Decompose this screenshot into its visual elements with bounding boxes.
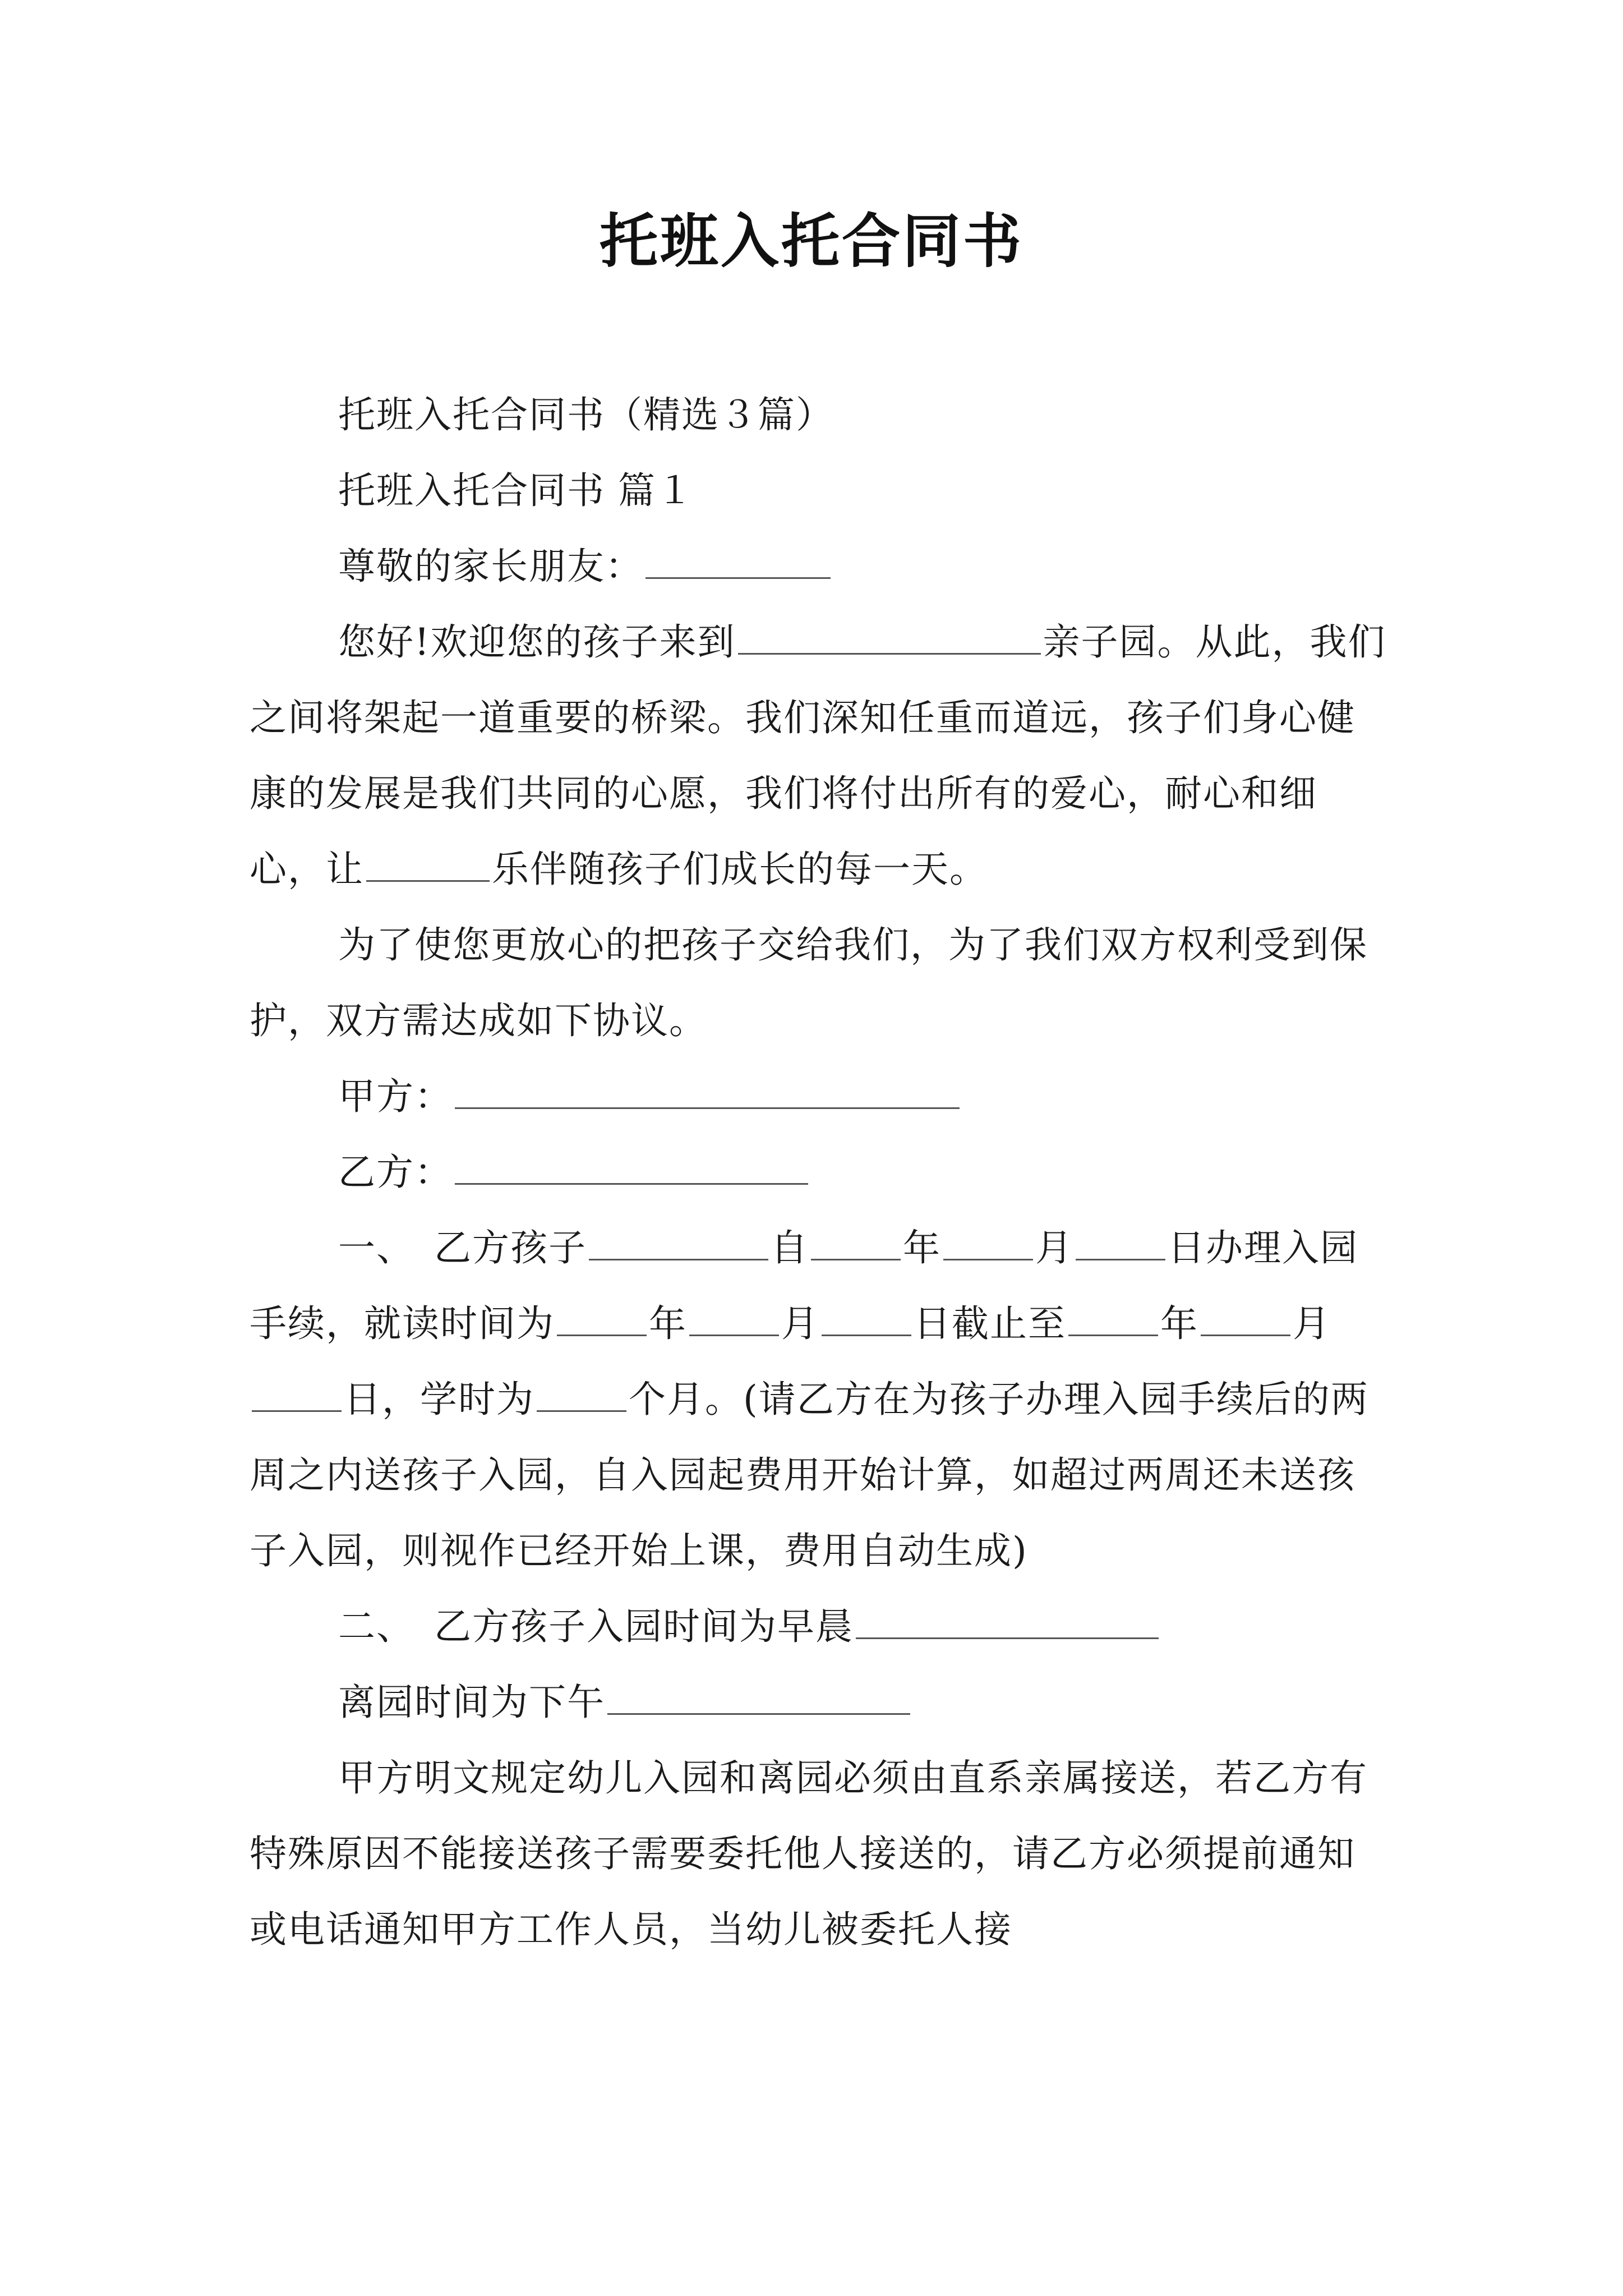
clause1-text: 日截止至 — [914, 1302, 1066, 1345]
clause1-text: 年 — [903, 1226, 941, 1269]
clause1-text: 月 — [781, 1302, 819, 1345]
clause1-text: 月 — [1293, 1302, 1331, 1345]
clause1-text: 月 — [1035, 1226, 1073, 1269]
welcome-text-a: 您好!欢迎您的孩子来到 — [338, 620, 736, 664]
blank-period-month — [689, 1297, 779, 1336]
clause-2-arrival — [250, 1589, 1388, 1664]
party-b-label: 乙方： — [338, 1151, 453, 1194]
party-a-label: 甲方： — [338, 1075, 453, 1118]
purpose-paragraph: 为了使您更放心的把孩子交给我们，为了我们双方权利受到保护，双方需达成如下协议。 — [250, 923, 1368, 1042]
blank-start-month — [943, 1222, 1033, 1260]
blank-party-a — [455, 1070, 960, 1109]
subtitle: 托班入托合同书（精选３篇） — [338, 393, 834, 436]
clause1-text: 个月。(请乙方在为孩子办理入园手续后的两周之内送孩子入园，自入园起费用开始计算，如超过两周还未送孩子入园，则视作已经开始上课，费用自动生成) — [250, 1378, 1369, 1572]
welcome-text-b: 亲子园。从此，我们之间将架起一道重要的桥梁。我们深知任重而道远，孩子们身心健康的发展是我们共同的心愿，我们将付出所有的爱心，耐心和细心，让 — [250, 620, 1386, 891]
blank-start-year — [811, 1222, 901, 1260]
clause1-text: 日，学时为 — [344, 1378, 534, 1421]
blank-brand — [366, 843, 490, 882]
blank-months — [537, 1373, 626, 1412]
clause1-text: 年 — [649, 1302, 687, 1345]
clause1-text: 自 — [771, 1226, 809, 1269]
clause1-text: 日办理入园手续，就读时间为 — [250, 1226, 1358, 1345]
pickup-rule-paragraph: 甲方明文规定幼儿入园和离园必须由直系亲属接送，若乙方有特殊原因不能接送孩子需要委托他人接送的，请乙方必须提前通知或电话通知甲方工作人员，当幼儿被委托人接 — [250, 1756, 1368, 1951]
party-a-line — [250, 1059, 1388, 1134]
blank-end-day — [252, 1373, 342, 1412]
blank-school-name — [738, 616, 1041, 655]
blank-departure-time — [607, 1676, 910, 1715]
welcome-text-c: 乐伴随孩子们成长的每一天。 — [492, 848, 988, 891]
clause-1 — [250, 1210, 1388, 1589]
blank-parent-name — [645, 540, 831, 579]
document-body — [250, 377, 1388, 1967]
clause2-arrival-text: 二、 乙方孩子入园时间为早晨 — [338, 1605, 854, 1648]
blank-period-year — [557, 1297, 647, 1336]
blank-end-month — [1201, 1297, 1290, 1336]
blank-arrival-time — [856, 1600, 1159, 1639]
blank-child-name — [589, 1222, 768, 1260]
clause1-text: 一、 乙方孩子 — [338, 1226, 587, 1269]
document-title: 托班入托合同书 — [599, 206, 1023, 275]
clause2-departure-text: 离园时间为下午 — [338, 1681, 605, 1724]
greeting-text: 尊敬的家长朋友： — [338, 545, 643, 588]
clause-2-departure — [250, 1664, 1388, 1740]
blank-end-year — [1068, 1297, 1158, 1336]
section-heading: 托班入托合同书 篇１ — [338, 469, 694, 512]
greeting-line — [250, 528, 1388, 604]
clause1-text: 年 — [1160, 1302, 1198, 1345]
party-b-line — [250, 1134, 1388, 1210]
blank-start-day — [1076, 1222, 1165, 1260]
welcome-paragraph — [250, 604, 1388, 907]
blank-period-day — [822, 1297, 911, 1336]
blank-party-b — [455, 1146, 808, 1185]
